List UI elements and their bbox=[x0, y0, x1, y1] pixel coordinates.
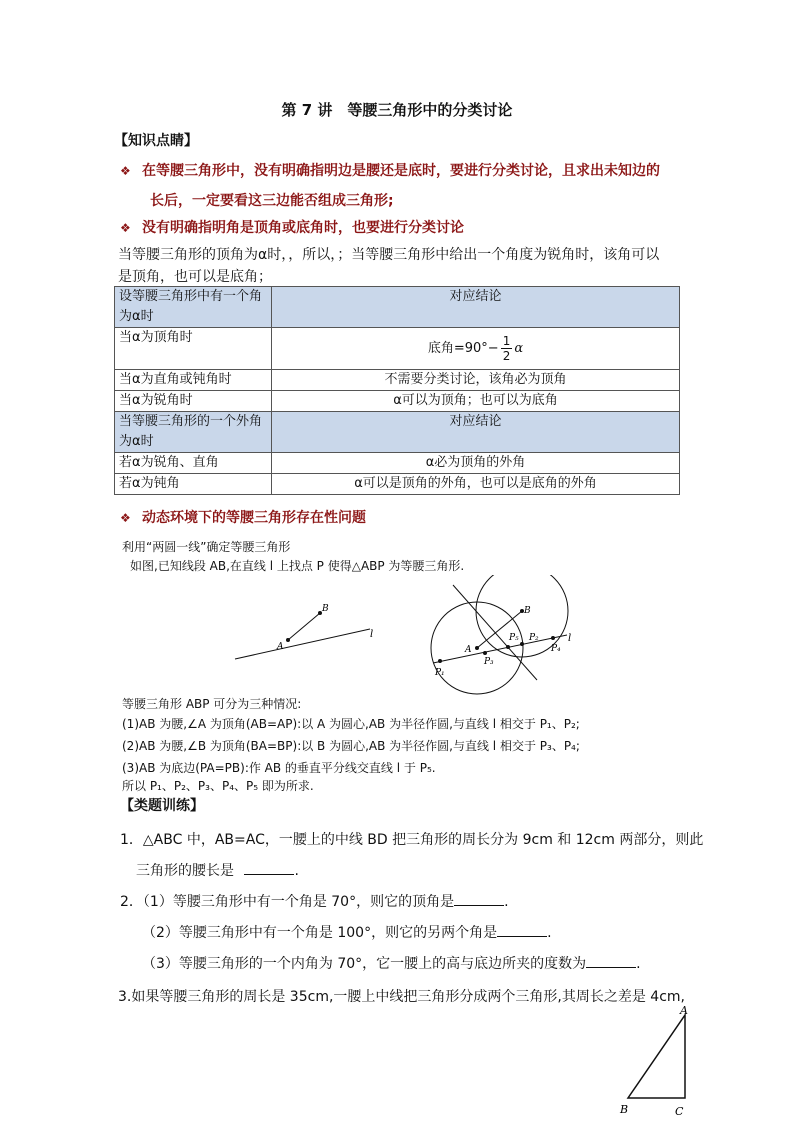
segment-ab bbox=[288, 613, 320, 640]
label-l: l bbox=[568, 633, 572, 644]
table-cell: 不需要分类讨论，该角必为顶角 bbox=[272, 370, 680, 391]
label-p5: P₅ bbox=[509, 633, 519, 643]
diamond-bullet-icon: ❖ bbox=[120, 164, 131, 178]
table-cell: 若α为钝角 bbox=[115, 474, 272, 495]
period: . bbox=[547, 925, 552, 941]
label-a: A bbox=[465, 645, 472, 655]
point-p2-dot bbox=[520, 642, 524, 646]
formula-prefix: 底角=90°− bbox=[427, 341, 499, 356]
question-1-line-1: 1．△ABC 中，AB=AC，一腰上的中线 BD 把三角形的周长分为 9cm 和 12cm 两部分，则此 bbox=[120, 832, 704, 848]
table-row bbox=[115, 287, 680, 328]
case-4: 所以 P₁、P₂、P₃、P₄、P₅ 即为所求. bbox=[122, 779, 314, 793]
point-2-text: 没有明确指明角是顶角或底角时，也要进行分类讨论 bbox=[142, 220, 464, 236]
table-cell: 对应结论 bbox=[272, 287, 680, 328]
label-b: B bbox=[322, 604, 329, 614]
answer-blank-2-3[interactable] bbox=[586, 967, 636, 968]
right-triangle-figure bbox=[615, 1000, 695, 1120]
case-2: (2)AB 为腰,∠B 为顶角(BA=BP):以 B 为圆心,AB 为半径作圆,与直线 l 相交于 P₃、P₄; bbox=[122, 739, 580, 753]
point-a-dot bbox=[286, 638, 290, 642]
period: . bbox=[294, 863, 299, 879]
paragraph-line-1: 当等腰三角形的顶角为α时，，所以，；当等腰三角形中给出一个角度为锐角时，该角可以 bbox=[118, 247, 660, 263]
question-3: 3.如果等腰三角形的周长是 35cm,一腰上中线把三角形分成两个三角形,其周长之差是 4cm, bbox=[118, 989, 685, 1005]
point-1 bbox=[120, 160, 660, 180]
table-cell: 当α为锐角时 bbox=[115, 391, 272, 412]
question-2-3-text: （3）等腰三角形的一个内角为 70°，它一腰上的高与底边所夹的度数为 bbox=[142, 956, 587, 972]
formula-suffix: α bbox=[514, 341, 524, 356]
sub-heading: 利用“两圆一线”确定等腰三角形 bbox=[122, 540, 291, 554]
point-1-line-2: 长后，一定要看这三边能否组成三角形; bbox=[150, 193, 394, 209]
label-c: C bbox=[675, 1105, 684, 1118]
table-cell-formula bbox=[272, 328, 680, 370]
fraction-numerator: 1 bbox=[502, 334, 511, 348]
triangle-abc bbox=[628, 1015, 685, 1098]
label-b: B bbox=[524, 606, 531, 616]
answer-blank-2-1[interactable] bbox=[454, 905, 504, 906]
question-1-text: 三角形的腰长是 bbox=[136, 863, 234, 879]
table-cell: α可以为顶角；也可以为底角 bbox=[272, 391, 680, 412]
question-2-part-1 bbox=[120, 891, 509, 911]
case-3: (3)AB 为底边(PA=PB):作 AB 的垂直平分线交直线 l 于 P₅. bbox=[122, 761, 436, 775]
page-title: 第 7 讲 等腰三角形中的分类讨论 bbox=[281, 101, 513, 119]
table-row bbox=[115, 328, 680, 370]
section-knowledge-heading: 【知识点睛】 bbox=[114, 133, 198, 149]
question-2-1-text: 2．（1）等腰三角形中有一个角是 70°，则它的顶角是 bbox=[120, 894, 455, 910]
label-p1: P₁ bbox=[435, 668, 445, 678]
table-cell: 当α为顶角时 bbox=[115, 328, 272, 370]
label-p2: P₂ bbox=[529, 633, 539, 643]
paragraph-line-2: 是顶角，也可以是底角； bbox=[118, 269, 272, 285]
table-row bbox=[115, 370, 680, 391]
point-p3-dot bbox=[483, 651, 487, 655]
label-l: l bbox=[370, 629, 374, 640]
point-a-dot bbox=[475, 646, 479, 650]
cases-intro: 等腰三角形 ABP 可分为三种情况: bbox=[122, 697, 302, 711]
two-circles-one-line-figure bbox=[425, 575, 595, 695]
label-p4: P₄ bbox=[551, 644, 561, 654]
period: . bbox=[636, 956, 641, 972]
table-cell: α可以是顶角的外角，也可以是底角的外角 bbox=[272, 474, 680, 495]
table-cell: 当等腰三角形的一个外角为α时 bbox=[115, 412, 272, 453]
point-p1-dot bbox=[438, 659, 442, 663]
question-2-part-3 bbox=[142, 953, 641, 973]
table-row bbox=[115, 474, 680, 495]
fraction bbox=[501, 334, 513, 363]
section-practice-heading: 【类题训练】 bbox=[120, 798, 204, 814]
table-cell: 设等腰三角形中有一个角为α时 bbox=[115, 287, 272, 328]
perpendicular-bisector bbox=[453, 585, 537, 680]
table-row bbox=[115, 453, 680, 474]
table-row bbox=[115, 412, 680, 453]
answer-blank-1[interactable] bbox=[244, 874, 294, 875]
question-2-2-text: （2）等腰三角形中有一个角是 100°，则它的另两个角是 bbox=[142, 925, 498, 941]
table-cell: 当α为直角或钝角时 bbox=[115, 370, 272, 391]
point-3-text: 动态环境下的等腰三角形存在性问题 bbox=[142, 510, 366, 526]
label-a: A bbox=[680, 1004, 688, 1017]
label-a: A bbox=[277, 642, 284, 652]
question-2-part-2 bbox=[142, 922, 552, 942]
diamond-bullet-icon: ❖ bbox=[120, 221, 131, 235]
case-1: (1)AB 为腰,∠A 为顶角(AB=AP):以 A 为圆心,AB 为半径作圆,与直线 l 相交于 P₁、P₂; bbox=[122, 717, 580, 731]
point-2 bbox=[120, 217, 464, 237]
table-row bbox=[115, 391, 680, 412]
segment-figure bbox=[220, 595, 390, 665]
label-b: B bbox=[620, 1103, 629, 1116]
point-p4-dot bbox=[551, 636, 555, 640]
line-l bbox=[433, 635, 567, 663]
point-p5-dot bbox=[506, 645, 510, 649]
table-cell: 对应结论 bbox=[272, 412, 680, 453]
point-3 bbox=[120, 507, 366, 527]
diamond-bullet-icon: ❖ bbox=[120, 511, 131, 525]
fraction-denominator: 2 bbox=[502, 349, 511, 363]
table-cell: 若α为锐角、直角 bbox=[115, 453, 272, 474]
period: . bbox=[504, 894, 509, 910]
label-p3: P₃ bbox=[484, 657, 494, 667]
table-cell: α必为顶角的外角 bbox=[272, 453, 680, 474]
conclusion-table bbox=[114, 286, 680, 495]
line-l bbox=[235, 629, 370, 659]
point-1-line-1: 在等腰三角形中，没有明确指明边是腰还是底时，要进行分类讨论，且求出未知边的 bbox=[142, 163, 660, 179]
sub-intro: 如图,已知线段 AB,在直线 l 上找点 P 使得△ABP 为等腰三角形. bbox=[130, 559, 465, 573]
answer-blank-2-2[interactable] bbox=[497, 936, 547, 937]
question-1-line-2 bbox=[136, 860, 299, 880]
